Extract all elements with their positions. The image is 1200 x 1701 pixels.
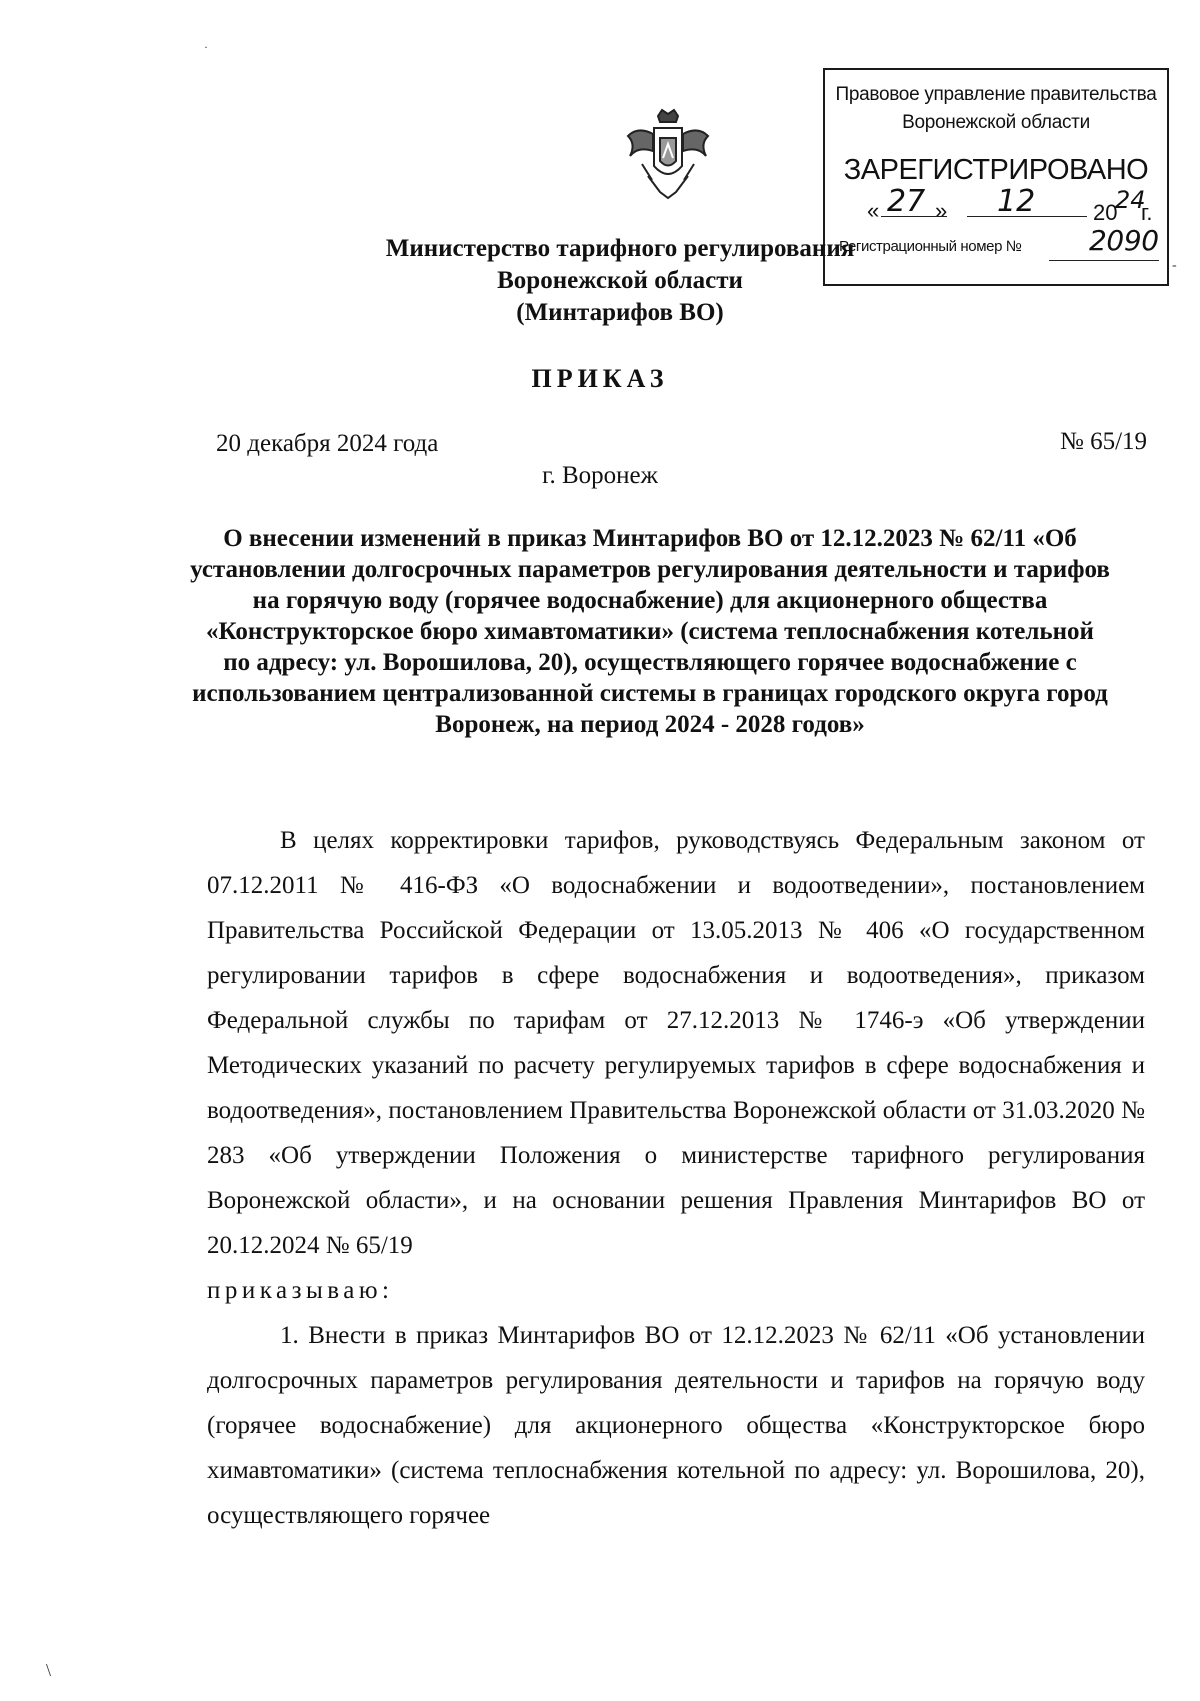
ministry-name-line2: Воронежской области [497,267,743,294]
scan-mark: \ [46,1660,52,1680]
stamp-authority-line2: Воронежской области [902,112,1090,133]
stamp-day-underline [881,216,947,217]
stamp-year-suffix: 24 [1115,186,1146,214]
stamp-quote-open: « [867,198,880,223]
stamp-year-unit: г. [1141,200,1153,225]
stamp-month: 12 [997,184,1036,219]
order-word: приказываю: [207,1277,394,1304]
stamp-year-prefix: 20 [1093,200,1118,225]
scan-mark: - [1172,258,1177,273]
scan-mark: · [204,40,208,54]
stamp-reg-underline [1049,260,1159,261]
order-date: 20 декабря 2024 года [216,430,439,457]
preamble-paragraph: В целях корректировки тарифов, руководствуясь Федеральным законом от 07.12.2011 № 416-ФЗ «О водоснабжении и водоотведении», постановлением Правительства Российской Федерации от 13.05.2013 № 406 «О государственном регулировании тарифов в сфере водоснабжения и водоотведения», приказом Федеральной службы по тарифам от 27.12.2013 № 1746-э «Об утверждении Методических указаний по расчету регулируемых тарифов в сфере водоснабжения и водоотведения», постановлением Правительства Воронежской области от 31.03.2020 № 283 «Об утверждении Положения о министерстве тарифного регулирования Воронежской области», и на основании решения Правления Минтарифов ВО от 20.12.2024 № 65/19 [207,827,1145,1259]
stamp-reg-number-row [839,224,1159,257]
item-1-paragraph: 1. Внести в приказ Минтарифов ВО от 12.12.2023 № 62/11 «Об установлении долгосрочных параметров регулирования деятельности и тарифов на горячую воду (горячее водоснабжение) для акционерного общества «Конструкторское бюро химавтоматики» (система теплоснабжения котельной по адресу: ул. Ворошилова, 20), осуществляющего горячее [207,1322,1145,1529]
ministry-short-name: (Минтарифов ВО) [516,299,724,326]
registration-stamp [823,68,1169,286]
ministry-name-line1: Министерство тарифного регулирования [385,235,855,262]
stamp-month-underline [967,216,1087,217]
stamp-reg-number: 2090 [1089,224,1159,257]
ministry-heading [380,233,860,329]
stamp-quote-close: » [935,198,948,223]
order-city: г. Воронеж [542,462,658,489]
stamp-reg-number-label: Регистрационный номер № [839,238,1022,255]
stamp-date [867,184,1157,228]
order-number: № 65/19 [1060,428,1148,455]
coat-of-arms-icon [618,106,718,206]
document-type-title: ПРИКАЗ [531,364,669,393]
stamp-authority-line1: Правовое управление правительства [835,84,1157,105]
stamp-day: 27 [887,184,926,219]
order-subject: О внесении изменений в приказ Минтарифов ВО от 12.12.2023 № 62/11 «Об установлении долгосрочных параметров регулирования деятельности и тарифов на горячую воду (горячее водоснабжение) для акционерного общества «Конструкторское бюро химавтоматики» (система теплоснабжения котельной по адресу: ул. Ворошилова, 20), осуществляющего горячее водоснабжение с использованием централизованной системы в границах городского округа город Воронеж, на период 2024 - 2028 годов» [190,525,1110,738]
stamp-registered-label: ЗАРЕГИСТРИРОВАНО [843,154,1149,186]
order-body [207,818,1145,1538]
